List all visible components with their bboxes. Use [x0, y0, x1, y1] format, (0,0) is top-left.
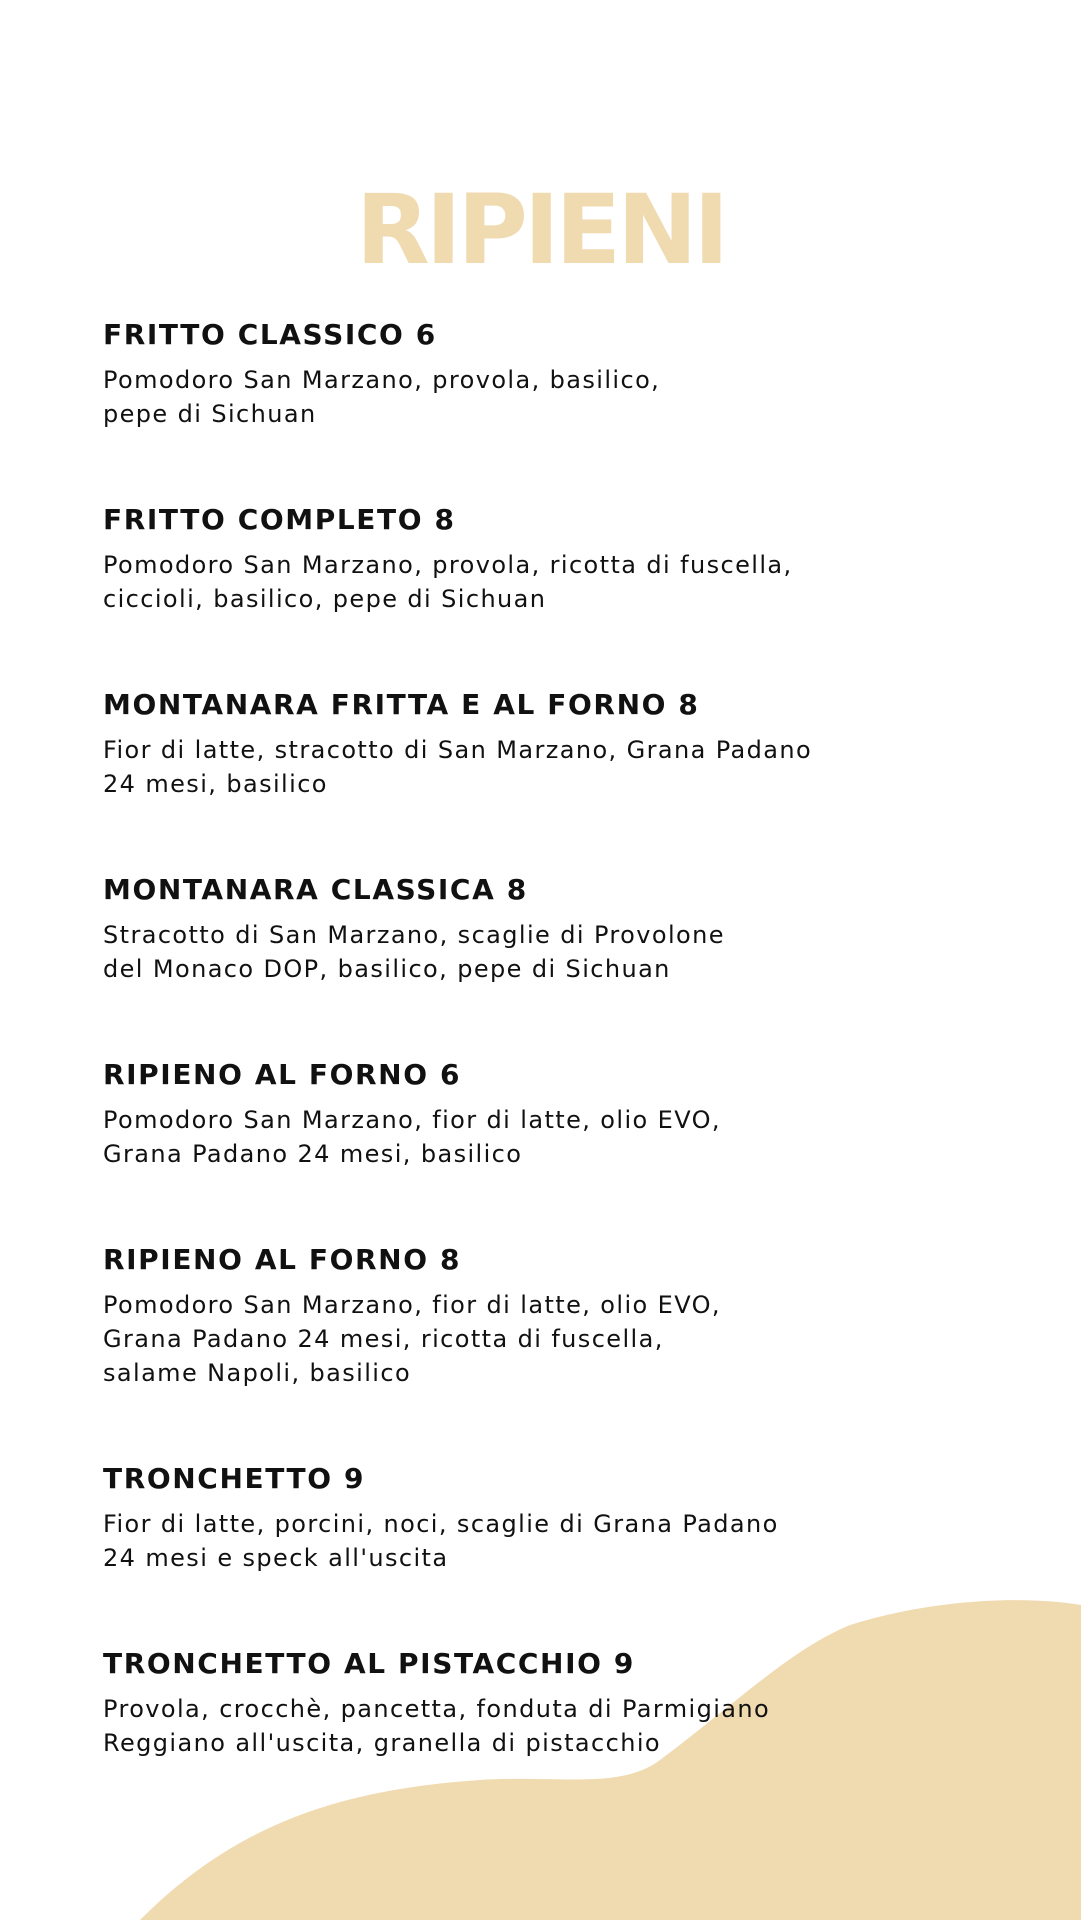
menu-item-name: RIPIENO AL FORNO 6 [103, 1058, 462, 1091]
menu-item [103, 1243, 1003, 1390]
menu-item-name: TRONCHETTO 9 [103, 1462, 366, 1495]
menu-item-name: TRONCHETTO AL PISTACCHIO 9 [103, 1647, 635, 1680]
menu-item-description: Pomodoro San Marzano, fior di latte, olio EVO, Grana Padano 24 mesi, ricotta di fuscella, salame Napoli, basilico [103, 1291, 721, 1387]
menu-item [103, 1462, 1003, 1575]
menu-item [103, 1647, 1003, 1760]
menu-item [103, 503, 1003, 616]
menu-item [103, 688, 1003, 801]
menu-item-description: Pomodoro San Marzano, fior di latte, olio EVO, Grana Padano 24 mesi, basilico [103, 1106, 721, 1168]
menu-item [103, 873, 1003, 986]
menu-item-name: RIPIENO AL FORNO 8 [103, 1243, 462, 1276]
menu-item-description: Fior di latte, porcini, noci, scaglie di Grana Padano 24 mesi e speck all'uscita [103, 1510, 779, 1572]
menu-item-name: FRITTO CLASSICO 6 [103, 318, 437, 351]
menu-item [103, 318, 1003, 431]
menu-item-name: MONTANARA FRITTA E AL FORNO 8 [103, 688, 700, 721]
menu-item-description: Pomodoro San Marzano, provola, ricotta di fuscella, ciccioli, basilico, pepe di Sichuan [103, 551, 793, 613]
menu-item-description: Provola, crocchè, pancetta, fonduta di Parmigiano Reggiano all'uscita, granella di pistacchio [103, 1695, 771, 1757]
menu-item-description: Pomodoro San Marzano, provola, basilico, pepe di Sichuan [103, 366, 661, 428]
menu-item-name: FRITTO COMPLETO 8 [103, 503, 456, 536]
menu-item [103, 1058, 1003, 1171]
menu-item-description: Stracotto di San Marzano, scaglie di Provolone del Monaco DOP, basilico, pepe di Sichuan [103, 921, 725, 983]
menu-item-description: Fior di latte, stracotto di San Marzano, Grana Padano 24 mesi, basilico [103, 736, 813, 798]
page-title: RIPIENI [355, 174, 726, 287]
menu-item-name: MONTANARA CLASSICA 8 [103, 873, 528, 906]
menu-list [103, 318, 1003, 1832]
